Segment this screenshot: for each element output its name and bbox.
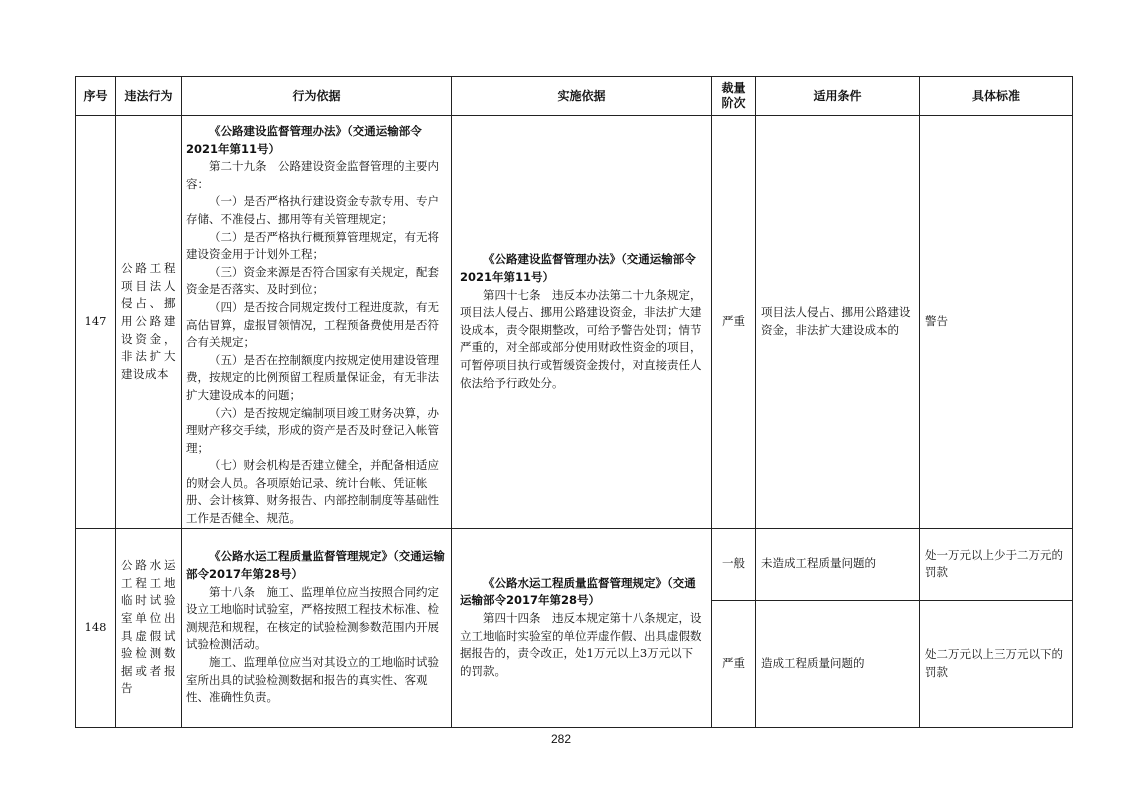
implementation-basis — [452, 528, 712, 727]
violation-act: 公路水运工程工地临时试验室单位出具虚假试验检测数据或者报告 — [116, 528, 182, 727]
header-no: 序号 — [76, 77, 116, 116]
page-number: 282 — [550, 732, 572, 746]
impl-text: 第四十七条 违反本办法第二十九条规定，项目法人侵占、挪用公路建设资金，非法扩大建设成本，责令限期整改，可给予警告处罚；情节严重的，对全部或部分使用财政性资金的项目，可暂停项目执行或暂缓资金拨付，对直接责任人依法给予行政处分。 — [460, 287, 702, 390]
specific-standard: 处二万元以上三万元以下的罚款 — [920, 600, 1073, 727]
impl-law-title: 《公路水运工程质量监督管理规定》（交通运输部令2017年第28号） — [460, 575, 696, 608]
basis-paragraph: （四）是否按合同规定拨付工程进度款，有无高估冒算，虚报冒领情况，工程预备费使用是否符合有关规定； — [186, 299, 439, 350]
basis-paragraph: 第十八条 施工、监理单位应当按照合同约定设立工地临时试验室，严格按照工程技术标准、检测规范和规程，在核定的试验检测参数范围内开展试验检测活动。 — [186, 584, 439, 652]
basis-paragraph: 第二十九条 公路建设资金监督管理的主要内容： — [186, 159, 439, 191]
implementation-basis — [452, 116, 712, 529]
impl-law-title: 《公路建设监督管理办法》（交通运输部令2021年第11号） — [460, 252, 696, 285]
header-level-text: 裁量阶次 — [721, 81, 746, 110]
basis-paragraph: （六）是否按规定编制项目竣工财务决算，办理财产移交手续，形成的资产是否及时登记入帐管理； — [186, 405, 439, 455]
header-impl: 实施依据 — [452, 77, 712, 116]
header-act: 违法行为 — [116, 77, 182, 116]
header-basis: 行为依据 — [182, 77, 452, 116]
legal-basis — [182, 116, 452, 529]
applicable-condition: 造成工程质量问题的 — [756, 600, 920, 727]
basis-paragraph: （一）是否严格执行建设资金专款专用、专户存储、不准侵占、挪用等有关管理规定； — [186, 194, 439, 226]
basis-paragraph: （五）是否在控制额度内按规定使用建设管理费，按规定的比例预留工程质量保证金，有无非法扩大建设成本的问题； — [186, 352, 439, 402]
basis-paragraph: （七）财会机构是否建立健全，并配备相适应的财会人员。各项原始记录、统计台帐、凭证帐册、会计核算、财务报告、内部控制制度等基础性工作是否健全、规范。 — [186, 458, 439, 526]
penalty-discretion-table — [75, 76, 1073, 728]
discretion-level: 严重 — [712, 116, 756, 529]
violation-act: 公路工程项目法人侵占、挪用公路建设资金，非法扩大建设成本 — [116, 116, 182, 529]
legal-basis — [182, 528, 452, 727]
basis-paragraph: （二）是否严格执行概预算管理规定，有无将建设资金用于计划外工程； — [186, 229, 439, 262]
table-row — [76, 528, 1073, 600]
applicable-condition: 项目法人侵占、挪用公路建设资金，非法扩大建设成本的 — [756, 116, 920, 529]
table-row — [76, 116, 1073, 529]
header-level — [712, 77, 756, 116]
row-number: 148 — [76, 528, 116, 727]
discretion-level: 一般 — [712, 528, 756, 600]
header-std: 具体标准 — [920, 77, 1073, 116]
basis-law-title: 《公路建设监督管理办法》（交通运输部令2021年第11号） — [186, 124, 422, 156]
row-number: 147 — [76, 116, 116, 529]
basis-paragraph: 施工、监理单位应当对其设立的工地临时试验室所出具的试验检测数据和报告的真实性、客观性、准确性负责。 — [186, 655, 439, 705]
basis-paragraph: （三）资金来源是否符合国家有关规定，配套资金是否落实、及时到位； — [186, 264, 439, 297]
applicable-condition: 未造成工程质量问题的 — [756, 528, 920, 600]
impl-text: 第四十四条 违反本规定第十八条规定，设立工地临时实验室的单位弄虚作假、出具虚假数据报告的，责令改正，处1万元以上3万元以下的罚款。 — [460, 611, 702, 678]
specific-standard: 处一万元以上少于二万元的罚款 — [920, 528, 1073, 600]
table-header-row — [76, 77, 1073, 116]
header-cond: 适用条件 — [756, 77, 920, 116]
basis-law-title: 《公路水运工程质量监督管理规定》（交通运输部令2017年第28号） — [186, 549, 445, 582]
specific-standard: 警告 — [920, 116, 1073, 529]
discretion-level: 严重 — [712, 600, 756, 727]
